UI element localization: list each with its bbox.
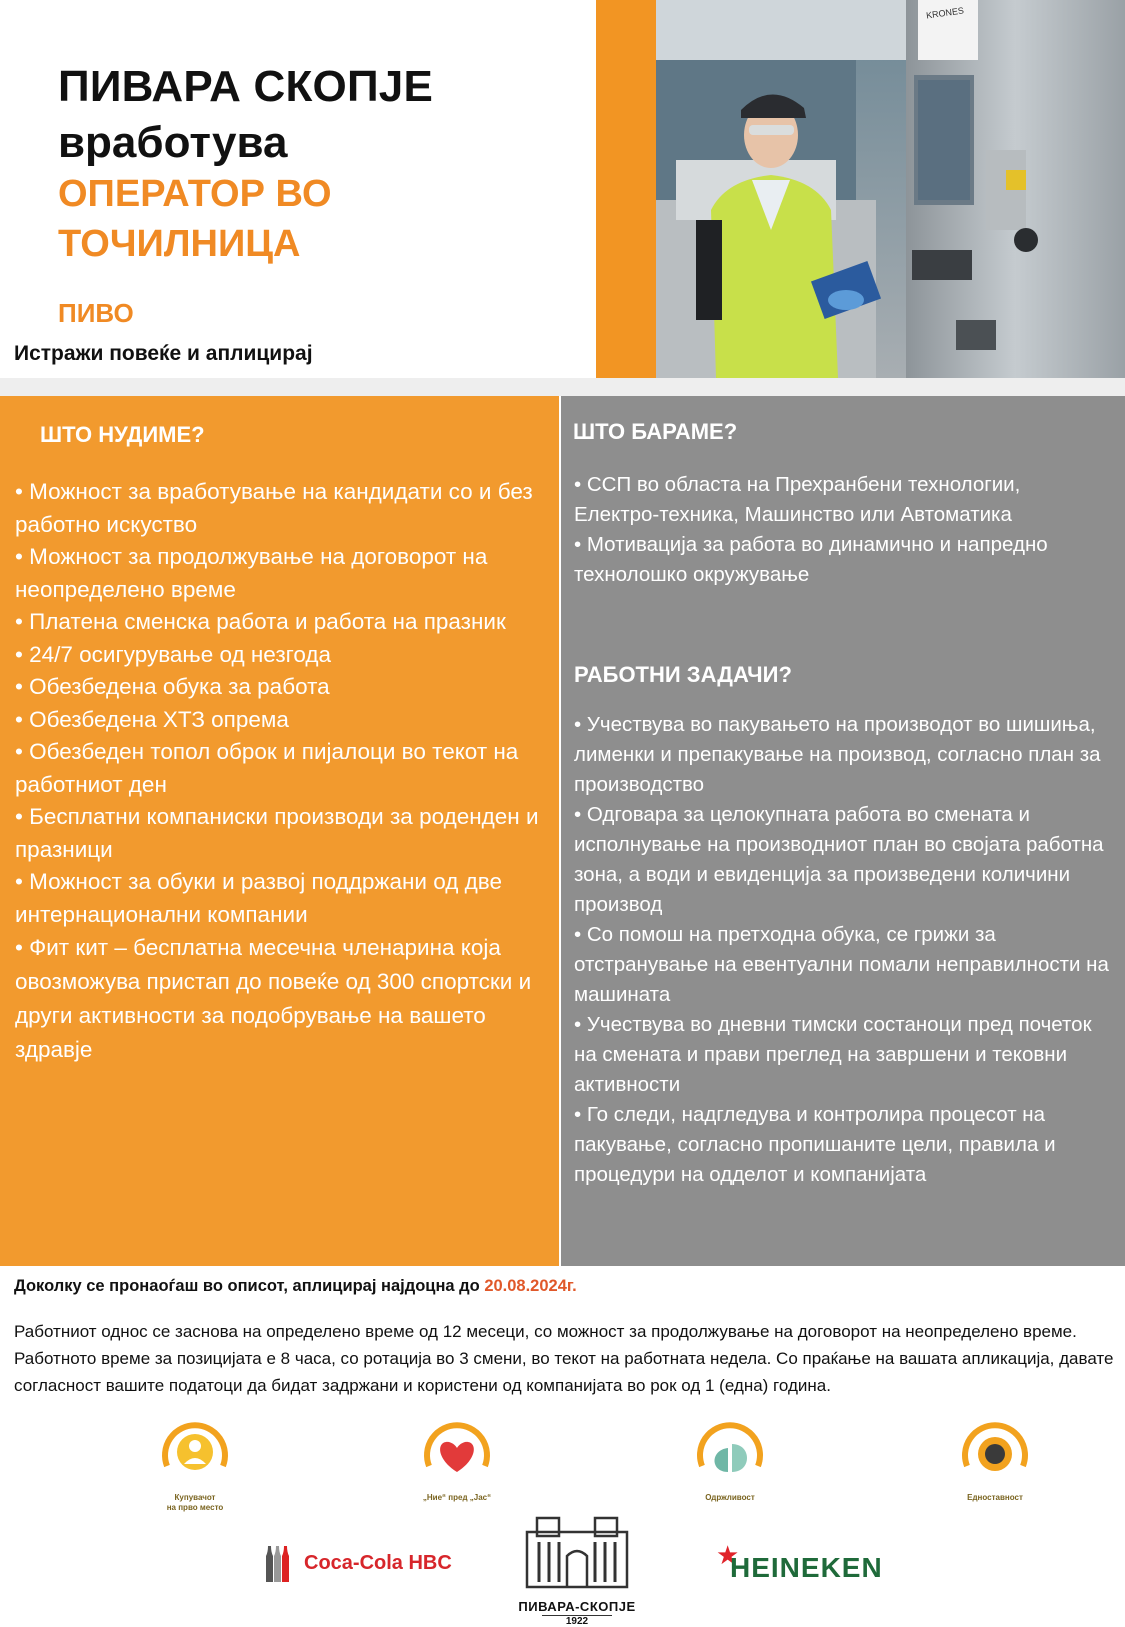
requirements-list: [574, 470, 1109, 590]
list-item: • Со помош на претходна обука, се грижи за отстранување на евентуални помали неправилности на машината: [574, 923, 1109, 1006]
star-icon: ★: [716, 1540, 740, 1570]
leaves-icon: [690, 1418, 770, 1488]
coca-cola-text: Coca-Cola HBC: [304, 1552, 452, 1574]
employment-note: Работниот однос се заснова на определено време од 12 месеци, со можност за продолжување на договорот на неопределено време. Работното време за позицијата е 8 часа, со ротација во 3 смени, во текот на работната недела. Со праќање на вашата апликација, давате согласност вашите податоци да бидат задржани и користени од компанијата во рок од 1 (една) година.: [14, 1322, 1114, 1395]
pivara-name: ПИВАРА-СКОПЈЕ: [518, 1599, 636, 1614]
deadline-label: Доколку се пронаоѓаш во описот, аплицирај најдоцна до: [14, 1277, 485, 1295]
list-item: • Фит кит – бесплатна месечна членарина која овозможува пристап до повеќе од 300 спортски и други активности за подобрување на вашето здравје: [15, 935, 532, 1062]
heineken-text: HEINEKEN: [730, 1552, 883, 1583]
heart-hands-icon: [417, 1418, 497, 1488]
coca-cola-hbc-logo: [262, 1542, 452, 1582]
tasks-list: [574, 710, 1109, 1190]
value-simplicity: [950, 1418, 1040, 1503]
value-we-before-me: [412, 1418, 502, 1503]
deadline-text: [14, 1277, 577, 1296]
list-item: • Можност за продолжување на договорот на неопределено време: [15, 544, 488, 602]
list-item: • 24/7 осигурување од незгода: [15, 641, 332, 667]
value-label: „Ние“ пред „Јас“: [422, 1493, 492, 1502]
value-label: Купувачот: [174, 1493, 216, 1502]
value-customer-first: [150, 1418, 240, 1513]
brewery-building-icon: [517, 1512, 637, 1592]
company-name: ПИВАРА СКОПЈЕ: [58, 62, 433, 111]
list-item: • Обезбеден топол оброк и пијалоци во текот на работниот ден: [15, 739, 519, 797]
heineken-logo: [712, 1540, 897, 1588]
list-item: • Обезбедена ХТЗ опрема: [15, 706, 289, 732]
job-title-line1: ОПЕРАТОР ВО: [58, 173, 332, 215]
list-item: • Можност за обуки и развој поддржани од две интернационални компании: [15, 869, 502, 927]
value-label: на прво место: [166, 1503, 224, 1512]
value-label: Одржливост: [705, 1493, 755, 1502]
list-item: • ССП во областа на Прехранбени технологии, Електро-техника, Машинство или Автоматика: [574, 473, 1021, 526]
person-icon: [155, 1418, 235, 1488]
list-item: • Обезбедена обука за работа: [15, 674, 330, 699]
machine-sign-text: KRONES: [925, 5, 965, 21]
section-divider: [0, 378, 1125, 396]
header-photo: [656, 0, 1125, 378]
list-item: • Бесплатни компаниски производи за роденден и празници: [15, 804, 539, 862]
list-item: • Учествува во дневни тимски состаноци пред почеток на смената и прави преглед на завршени и тековни активности: [574, 1013, 1092, 1096]
value-sustainability: [685, 1418, 775, 1503]
requirements-title: ШТО БАРАМЕ?: [573, 419, 738, 444]
list-item: • Одговара за целокупната работа во смената и исполнување на производниот план во својата работна зона, а води и евиденција за произведени количини производ: [574, 803, 1104, 916]
target-icon: [955, 1418, 1035, 1488]
deadline-date: 20.08.2024г.: [484, 1277, 577, 1295]
offer-list: [15, 476, 545, 1067]
value-label: Едноставност: [967, 1493, 1023, 1502]
list-item: • Платена сменска работа и работа на празник: [15, 609, 506, 634]
job-title-line2: ТОЧИЛНИЦА: [58, 223, 301, 265]
pivara-skopje-logo: [517, 1512, 637, 1625]
offer-title: ШТО НУДИМЕ?: [40, 422, 205, 447]
tasks-title: РАБОТНИ ЗАДАЧИ?: [574, 662, 792, 687]
job-category: ПИВО: [58, 298, 134, 328]
bottles-icon: [262, 1542, 292, 1582]
explore-apply-link[interactable]: Истражи повеќе и аплицирај: [14, 342, 313, 365]
list-item: • Мотивација за работа во динамично и напредно технолошко окружување: [574, 533, 1048, 586]
pivara-year: 1922: [542, 1615, 612, 1627]
list-item: • Можност за вработување на кандидати со и без работно искуство: [15, 479, 533, 537]
list-item: • Учествува во пакувањето на производот во шишиња, лименки и препакување на производ, согласно план за производство: [574, 713, 1101, 796]
list-item: • Го следи, надгледува и контролира процесот на пакување, согласно пропишаните цели, правила и процедури на одделот и компанијата: [574, 1103, 1056, 1186]
hiring-verb: вработува: [58, 118, 288, 167]
